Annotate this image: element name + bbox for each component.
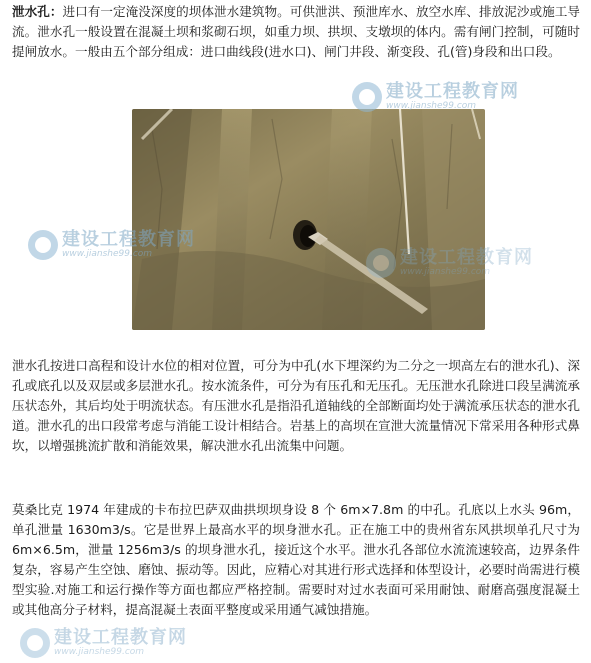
watermark-name: 建设工程教育网 [62,228,195,250]
intro-paragraph [12,2,580,62]
watermark-logo-icon [28,230,58,260]
intro-text: 进口有一定淹没深度的坝体泄水建筑物。可供泄洪、预泄库水、放空水库、排放泥沙或施工导流。泄水孔一般设置在混凝土坝和浆砌石坝，如重力坝、拱坝、支墩坝的体内。需有闸门控制，可随时提闸放水。一般由五个部分组成：进口曲线段(进水口)、闸门井段、渐变段、孔(管)身段和出口段。 [12,4,581,59]
term-heading: 泄水孔： [12,4,63,19]
watermark [20,628,187,658]
dam-outlet-photo [132,109,485,330]
watermark-logo-icon [352,82,382,112]
watermark-name: 建设工程教育网 [54,626,187,648]
watermark-logo-icon [20,628,50,658]
watermark-url: www.jianshe99.com [62,248,153,259]
example-paragraph: 莫桑比克 1974 年建成的卡布拉巴萨双曲拱坝坝身设 8 个 6m×7.8m 的中孔。孔底以上水头 96m，单孔泄量 1630m3/s。它是世界上最高水平的坝身泄水孔。正在施工中的贵州省东风拱坝单孔尺寸为 6m×6.5m，泄量 1256m3/s 的坝身泄水孔，接近这个水平。泄水孔各部位水流流速较高，边界条件复杂，容易产生空蚀、磨蚀、振动等。因此，应精心对其进行形式选择和体型设计，必要时尚需进行模型实验.对施工和运行操作等方面也都应严格控制。需要时对过水表面可采用耐蚀、耐磨高强度混凝土或其他高分子材料，提高混凝土表面平整度或采用通气减蚀措施。 [12,502,580,617]
watermark-url: www.jianshe99.com [386,100,477,111]
watermark-name: 建设工程教育网 [386,80,519,102]
classification-paragraph: 泄水孔按进口高程和设计水位的相对位置，可分为中孔(水下埋深约为二分之一坝高左右的泄水孔)、深孔或底孔以及双层或多层泄水孔。按水流条件，可分为有压孔和无压孔。无压泄水孔除进口段呈满流承压状态外，其后均处于明流状态。有压泄水孔是指沿孔道轴线的全部断面均处于满流承压状态的泄水孔道。泄水孔的出口段常考虑与消能工设计相结合。岩基上的高坝在宣泄大流量情况下常采用各种形式鼻坎，以增强挑流扩散和消能效果，解决泄水孔出流集中问题。 [12,358,580,453]
watermark-url: www.jianshe99.com [400,266,491,277]
watermark-url: www.jianshe99.com [54,646,145,657]
watermark-name: 建设工程教育网 [400,246,533,268]
watermark [352,82,519,112]
